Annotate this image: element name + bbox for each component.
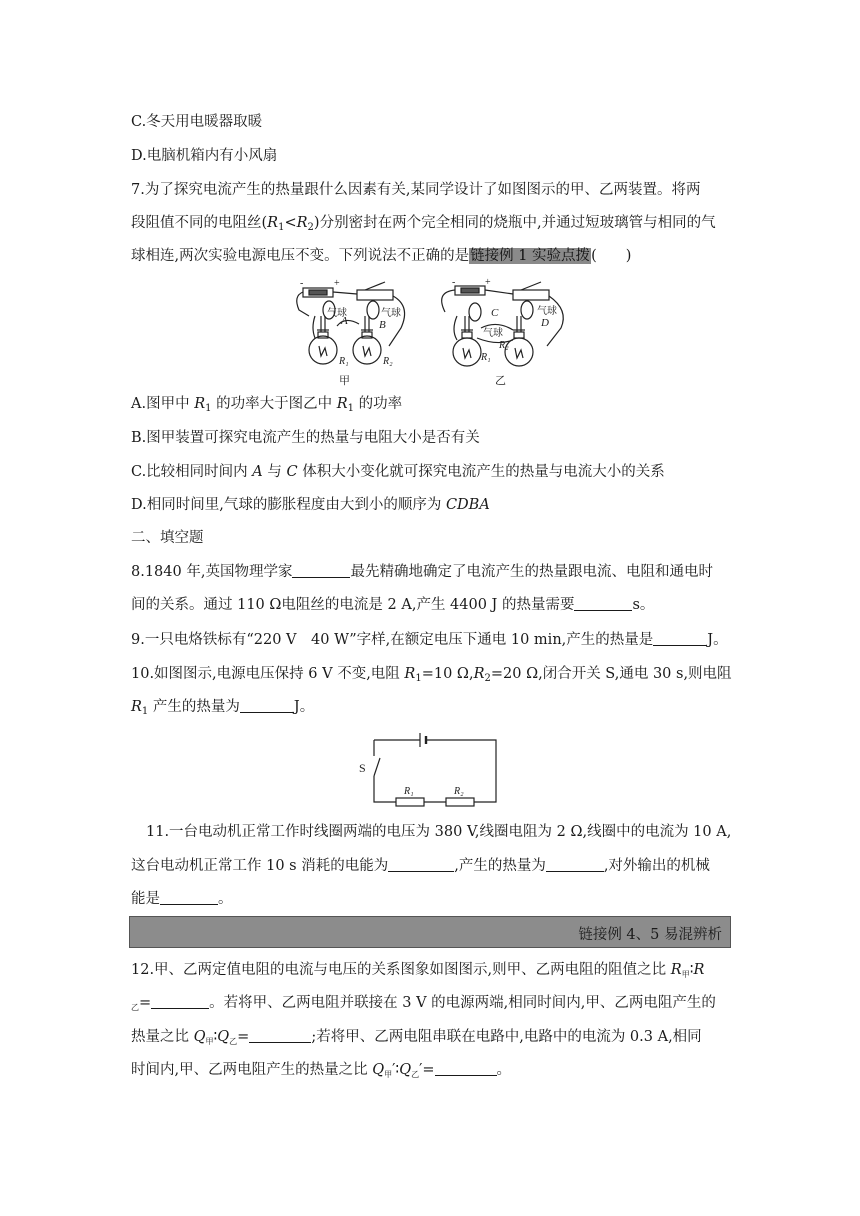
fig-label-d: D [541,317,549,329]
fig-label-r2-left: R₂ [383,356,393,367]
link-bar-example-4-5[interactable] [129,916,731,948]
q7-option-c: C.比较相同时间内 A 与 C 体积大小变化就可探究电流产生的热量与电流大小的关系 [131,464,665,480]
q10-circuit-figure [356,728,506,810]
fig-balloon-label-d: 气球 [537,306,557,317]
q8-blank-1[interactable] [292,562,350,578]
link-tag-example1[interactable]: 链接例 1 实验点拨 [470,248,591,264]
fig-balloon-label-c: 气球 [483,328,503,339]
fig-balloon-label-a: 气球 [327,308,347,319]
circuit-r2-label: R₂ [454,786,464,797]
q8-blank-2[interactable] [574,595,632,611]
fig-label-r2-right: R₂ [499,340,509,351]
link-bar-label: 链接例 4、5 易混辨析 [578,927,722,943]
q7-option-d: D.相同时间里,气球的膨胀程度由大到小的顺序为 CDBA [131,497,490,513]
q7-stem-line2: 段阻值不同的电阻丝$(R_1<R_2)$分别密封在两个完全相同的烧瓶中,并通过短玻璃管与相同的气 [131,215,716,233]
q9-line: 9.一只电烙铁标有“220 V 40 W”字样,在额定电压下通电 10 min,产生的热量是 J。 [131,632,728,648]
q12-blank-3[interactable] [435,1060,497,1076]
fig-label-r1-left: R₁ [339,356,349,367]
fig-caption-yi: 乙 [495,375,506,387]
q12-line1: 12.甲、乙两定值电阻的电流与电压的关系图象如图图示,则甲、乙两电阻的阻值之比 $R_甲∶R$ [131,962,705,979]
q12-line2: $_乙$= 。若将甲、乙两电阻并联接在 3 V 的电源两端,相同时间内,甲、乙两电阻产生的 [131,995,716,1012]
circuit-r1-label: R₁ [404,786,414,797]
q6-option-c: C.冬天用电暖器取暖 [131,114,263,130]
q12-line4: 时间内,甲、乙两电阻产生的热量之比 $Q_甲'∶Q_乙'=$ 。 [131,1062,512,1079]
q11-blank-2[interactable] [546,856,604,872]
q12-blank-1[interactable] [151,993,209,1009]
q10-line1: 10.如图图示,电源电压保持 6 V 不变,电阻 $R_1=10$ $\Omega,R_2=20$ Ω,闭合开关 S,通电 30 s,则电阻 [131,666,732,684]
fig-minus-right: - [452,277,456,288]
q11-blank-1[interactable] [388,856,454,872]
q12-line3: 热量之比 $Q_甲∶Q_乙=$ ;若将甲、乙两电阻串联在电路中,电路中的电流为 0.3 A,相同 [131,1029,702,1046]
q11-blank-3[interactable] [160,889,218,905]
fig-caption-jia: 甲 [339,375,350,387]
fig-label-r1-right: R₁ [481,352,491,363]
q11-line1: 11.一台电动机正常工作时线圈两端的电压为 380 V,线圈电阻为 2 Ω,线圈中的电流为 10 A, [146,824,732,840]
q6-option-d: D.电脑机箱内有小风扇 [131,148,278,164]
q9-blank[interactable] [653,630,707,646]
fig-balloon-label-b: 气球 [381,308,401,319]
q11-line3: 能是 。 [131,891,233,907]
circuit-switch-label: S [359,761,366,775]
q10-line2: $R_1$ 产生的热量为 J。 [131,699,315,717]
fig-plus-left: + [334,278,340,289]
q8-line1: 8.1840 年,英国物理学家 最先精确地确定了电流产生的热量跟电流、电阻和通电时 [131,564,713,580]
q7-option-a: A.图甲中 $R_1$ 的功率大于图乙中 $R_1$ 的功率 [131,396,403,414]
q7-stem-line3: 球相连,两次实验电源电压不变。下列说法不正确的是链接例 1 实验点拨( ) [131,248,632,264]
q7-option-b: B.图甲装置可探究电流产生的热量与电阻大小是否有关 [131,430,480,446]
fig-minus-left: - [300,278,304,289]
q7-apparatus-figure [285,276,585,388]
q8-line2: 间的关系。通过 110 Ω电阻丝的电流是 2 A,产生 4400 J 的热量需要 s。 [131,597,655,613]
q12-blank-2[interactable] [249,1027,311,1043]
q7-stem-line1: 7.为了探究电流产生的热量跟什么因素有关,某同学设计了如图图示的甲、乙两装置。将两 [131,182,701,198]
fig-plus-right: + [485,277,491,288]
section-fill-in-title: 二、填空题 [131,530,204,546]
q11-line2: 这台电动机正常工作 10 s 消耗的电能为 ,产生的热量为 ,对外输出的机械 [131,858,710,874]
fig-label-a: A [341,315,348,327]
q10-blank[interactable] [240,697,294,713]
fig-label-c: C [491,307,499,319]
fig-label-b: B [379,319,386,331]
